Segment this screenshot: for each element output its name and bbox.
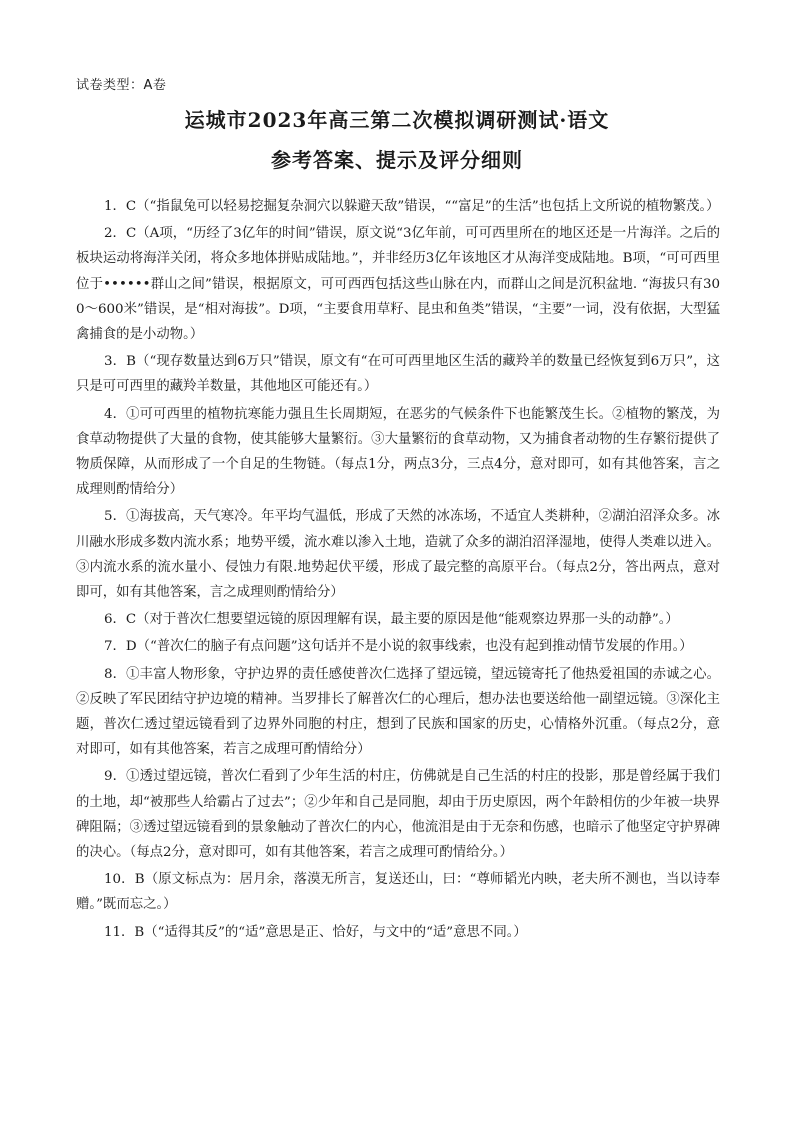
document-subtitle: 参考答案、提示及评分细则 (271, 148, 523, 172)
answer-item-11: 11．B（“适得其反”的“适”意思是正、恰好，与文中的“适”意思不同。） (104, 924, 527, 940)
answer-item-9: 9．①透过望远镜，普次仁看到了少年生活的村庄，仿佛就是自己生活的村庄的投影，那是曾经属于我们的土地，却“被那些人给霸占了过去”；②少年和自己是同胞，却由于历史原因，两个年龄相仿的少年被一块界碑阻隔；③透过望远镜看到的景象触动了普次仁的内心，他流泪是由于无奈和伤感，也暗示了他坚定守护界碑的决心。（每点2分，意对即可，如有其他答案，若言之成理可酌情给分。） (76, 769, 720, 861)
answer-item-6: 6．C（对于普次仁想要望远镜的原因理解有误，最主要的原因是他“能观察边界那一头的动静”。） (104, 612, 679, 628)
answer-item-4: 4．①可可西里的植物抗寒能力强且生长周期短，在恶劣的气候条件下也能繁茂生长。②植物的繁茂，为食草动物提供了大量的食物，使其能够大量繁衍。③大量繁衍的食草动物，又为捕食者动物的生存繁衍提供了物质保障，从而形成了一个自足的生物链。（每点1分，两点3分，三点4分，意对即可，如有其他答案，言之成理则酌情给分） (76, 406, 720, 498)
answer-item-10: 10．B（原文标点为：居月余，落漠无所言，复送还山，曰：“尊师韬光内映，老夫所不测也，当以诗奉赠。”既而忘之。） (76, 872, 720, 913)
answer-item-7: 7．D（“普次仁的脑子有点问题”这句话并不是小说的叙事线索，也没有起到推动情节发展的作用。） (104, 639, 693, 655)
answer-item-3: 3．B（“现存数量达到6万只”错误，原文有“在可可西里地区生活的藏羚羊的数量已经恢复到6万只”，这只是可可西里的藏羚羊数量，其他地区可能还有。） (76, 354, 720, 395)
paper-type-label: 试卷类型：A卷 (76, 78, 167, 93)
answer-item-2: 2．C（A项，“历经了3亿年的时间”错误，原文说“3亿年前，可可西里所在的地区还是一片海洋。之后的板块运动将海洋关闭，将众多地体拼贴成陆地。”，并非经历3亿年该地区才从海洋变成陆地。B项，“可可西里位于••••••群山之间”错误，根据原文，可可西西包括这些山脉在内，而群山之间是沉积盆地. “海拔只有300～600米”错误，是“相对海拔”。D项，“主要食用草籽、昆虫和鱼类”错误，“主要”一词，没有依据，大型猛禽捕食的是小动物。） (76, 226, 720, 343)
answer-item-5: 5．①海拔高，天气寒冷。年平均气温低，形成了天然的冰冻场，不适宜人类耕种，②湖泊沼泽众多。冰川融水形成多数内流水系；地势平缓，流水难以渗入土地，造就了众多的湖泊沼泽湿地，使得人类难以进入。③内流水系的流水量小、侵蚀力有限.地势起伏平缓，形成了最完整的高原平台。（每点2分，答出两点，意对即可，如有其他答案，言之成理则酌情给分） (76, 509, 720, 601)
document-title: 运城市2023年高三第二次模拟调研测试·语文 (184, 108, 610, 132)
answer-list (76, 194, 720, 947)
answer-item-1: 1．C（“指鼠兔可以轻易挖掘复杂洞穴以躲避天敌”错误，““富足”的生活”也包括上文所说的植物繁茂。） (104, 199, 720, 214)
answer-item-8: 8．①丰富人物形象，守护边界的责任感使普次仁选择了望远镜，望远镜寄托了他热爱祖国的赤诚之心。②反映了军民团结守护边境的精神。当罗排长了解普次仁的心理后，想办法也要送给他一副望远镜。③深化主题，普次仁透过望远镜看到了边界外同胞的村庄，想到了民族和国家的历史，心情格外沉重。（每点2分，意对即可，如有其他答案，若言之成理可酌情给分） (76, 666, 720, 758)
